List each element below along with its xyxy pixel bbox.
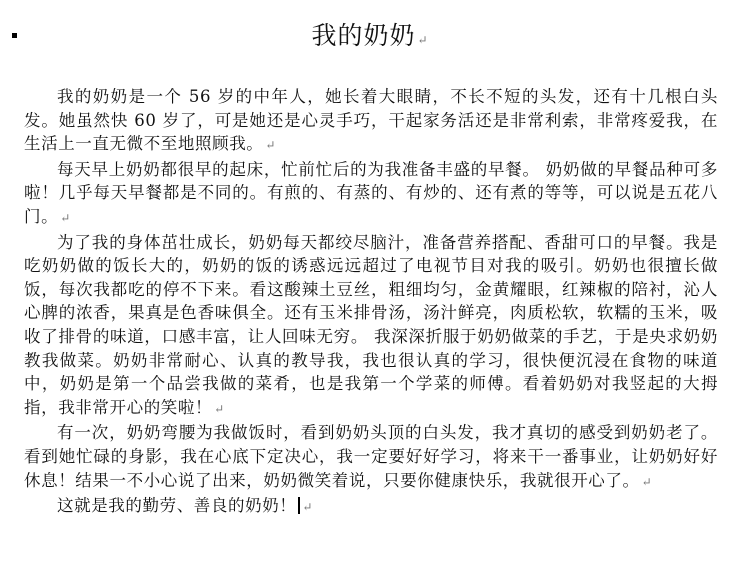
text-cursor <box>298 497 300 514</box>
paragraph-mark-icon: ↵ <box>60 210 71 225</box>
paragraph-mark-icon: ↵ <box>265 138 277 153</box>
paragraph-mark-icon: ↵ <box>302 500 314 515</box>
paragraph-2[interactable] <box>24 158 718 231</box>
paragraph-mark-icon: ↵ <box>641 474 653 489</box>
paragraph-1-text: 我的奶奶是一个 56 岁的中年人，她长着大眼睛，不长不短的头发，还有十几根白头发。她虽然快 60 岁了，可是她还是心灵手巧，干起家务活还是非常利索，非常疼爱我，在生活上一直无微不至地照顾我。 <box>24 87 718 154</box>
paragraph-mark-icon: ↵ <box>214 401 225 416</box>
page-title: 我的奶奶 <box>311 21 416 50</box>
paragraph-3-text: 为了我的身体茁壮成长，奶奶每天都绞尽脑汁，准备营养搭配、香甜可口的早餐。我是吃奶奶做的饭长大的，奶奶的饭的诱惑远远超过了电视节目对我的吸引。奶奶也很擅长做饭，每次我都吃的停不下来。看这酸辣土豆丝，粗细均匀，金黄耀眼，红辣椒的陪衬，沁人心脾的浓香，果真是色香味俱全。还有玉米排骨汤，汤汁鲜亮，肉质松软，软糯的玉米，吸收了排骨的味道，口感丰富，让人回味无穷。 我深深折服于奶奶做菜的手艺，于是央求奶奶教我做菜。奶奶非常耐心、认真的教导我，我也很认真的学习，很快便沉浸在食物的味道中，奶奶是第一个品尝我做的菜肴，也是我第一个学菜的师傅。看着奶奶对我竖起的大拇指，我非常开心的笑啦！ <box>24 232 718 417</box>
paragraph-4[interactable] <box>24 421 718 494</box>
paragraph-4-text: 有一次，奶奶弯腰为我做饭时，看到奶奶头顶的白头发，我才真切的感受到奶奶老了。看到她忙碌的身影，我在心底下定决心，我一定要好好学习，将来干一番事业，让奶奶好好休息！结果一不小心说了出来，奶奶微笑着说，只要你健康快乐，我就很开心了。 <box>24 423 718 490</box>
paragraph-2-text: 每天早上奶奶都很早的起床，忙前忙后的为我准备丰盛的早餐。 奶奶做的早餐品种可多啦！几乎每天早餐都是不同的。有煎的、有蒸的、有炒的、还有煮的等等，可以说是五花八门。 <box>24 159 718 226</box>
paragraph-1[interactable] <box>24 85 718 158</box>
document-body[interactable] <box>24 85 718 520</box>
paragraph-mark-icon: ↵ <box>417 33 429 47</box>
paragraph-3[interactable] <box>24 231 718 422</box>
paragraph-5-text: 这就是我的勤劳、善良的奶奶！ <box>57 496 297 516</box>
title-row <box>0 20 740 56</box>
paragraph-5[interactable] <box>24 494 718 520</box>
